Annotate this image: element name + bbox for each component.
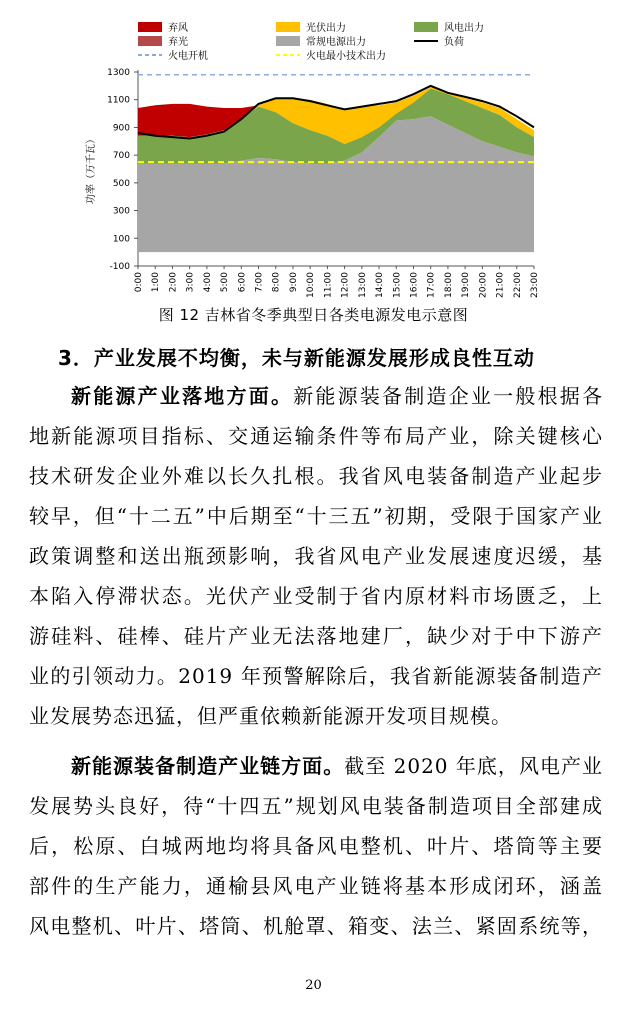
paragraph-line: 业的引领动力。2019 年预警解除后，我省新能源装备制造产: [29, 664, 603, 688]
chart: [76, 8, 556, 298]
x-tick-label: 13:00: [357, 272, 368, 298]
legend-swatch: [138, 36, 162, 46]
x-tick-label: 11:00: [323, 272, 334, 298]
x-tick-label: 23:00: [530, 272, 540, 298]
x-tick-label: 5:00: [220, 272, 231, 293]
x-tick-label: 7:00: [254, 272, 265, 293]
x-tick-label: 15:00: [392, 272, 403, 298]
paragraph-line: 后，松原、白城两地均将具备风电整机、叶片、塔筒等主要: [29, 834, 603, 858]
paragraph-industry-landing: [29, 376, 603, 736]
x-tick-label: 21:00: [495, 272, 506, 298]
x-tick-label: 12:00: [340, 272, 351, 298]
y-tick-label: 500: [112, 178, 130, 189]
paragraph-line: 政策调整和送出瓶颈影响，我省风电产业发展速度迟缓，基: [29, 544, 603, 568]
legend-label: 常规电源出力: [306, 37, 366, 48]
x-tick-label: 9:00: [288, 272, 299, 293]
paragraph-line: 游硅料、硅棒、硅片产业无法落地建厂，缺少对于中下游产: [29, 624, 603, 648]
x-tick-label: 0:00: [134, 272, 144, 293]
legend-swatch: [138, 22, 162, 32]
x-tick-label: 18:00: [443, 272, 454, 298]
paragraph-line: 业发展势态迅猛，但严重依赖新能源开发项目规模。: [29, 704, 512, 728]
legend-label: 负荷: [444, 37, 464, 48]
paragraph-lead: 新能源装备制造产业链方面。: [71, 754, 345, 778]
paragraph-line: 发展势头良好，待“十四五”规划风电装备制造项目全部建成: [29, 794, 603, 818]
legend-label: 火电开机: [168, 51, 208, 62]
y-tick-label: 900: [112, 123, 130, 134]
y-tick-label: -100: [109, 262, 130, 272]
x-tick-label: 8:00: [271, 272, 282, 293]
paragraph-line: 风电整机、叶片、塔筒、机舱罩、箱变、法兰、紧固系统等，: [29, 914, 603, 938]
paragraph-line: 技术研发企业外难以长久扎根。我省风电装备制造产业起步: [29, 464, 603, 488]
x-tick-label: 19:00: [461, 272, 472, 298]
section-heading: 3．产业发展不均衡，未与新能源发展形成良性互动: [58, 346, 535, 370]
x-tick-label: 17:00: [426, 272, 437, 298]
x-tick-label: 3:00: [185, 272, 196, 293]
paragraph-line: 本陷入停滞状态。光伏产业受制于省内原材料市场匮乏，上: [29, 584, 603, 608]
legend-label: 火电最小技术出力: [306, 51, 386, 62]
y-tick-label: 1300: [107, 68, 130, 78]
legend-swatch: [414, 22, 438, 32]
x-tick-label: 4:00: [202, 272, 213, 293]
paragraph-line: 新能源装备制造产业链方面。截至 2020 年底，风电产业: [71, 754, 603, 778]
legend-swatch: [276, 22, 300, 32]
page-number: 20: [305, 978, 322, 993]
x-tick-label: 14:00: [375, 272, 386, 298]
x-tick-label: 10:00: [306, 272, 317, 298]
paragraph-line: 部件的生产能力，通榆县风电产业链将基本形成闭环，涵盖: [29, 874, 603, 898]
paragraph-lead: 新能源产业落地方面。: [71, 384, 294, 408]
figure-caption: 图 12 吉林省冬季典型日各类电源发电示意图: [158, 306, 469, 324]
legend-label: 弃光: [168, 37, 188, 48]
y-tick-label: 300: [112, 206, 130, 217]
x-tick-label: 22:00: [512, 272, 523, 298]
paragraph-industry-chain: [29, 746, 603, 946]
y-tick-label: 100: [112, 234, 130, 245]
chart-svg: [76, 8, 556, 298]
y-axis-label: 功率（万千瓦）: [86, 134, 97, 204]
legend-label: 弃风: [168, 23, 188, 34]
x-tick-label: 2:00: [168, 272, 179, 293]
paragraph-line: 较早，但“十二五”中后期至“十三五”初期，受限于国家产业: [29, 504, 603, 528]
legend-label: 风电出力: [444, 23, 484, 34]
legend-swatch: [276, 36, 300, 46]
paragraph-line: 新能源产业落地方面。新能源装备制造企业一般根据各: [71, 384, 604, 408]
legend-label: 光伏出力: [306, 23, 346, 34]
x-tick-label: 6:00: [237, 272, 248, 293]
x-tick-label: 20:00: [478, 272, 489, 298]
x-tick-label: 1:00: [151, 272, 162, 293]
x-tick-label: 16:00: [409, 272, 420, 298]
y-tick-label: 700: [112, 151, 130, 162]
paragraph-line: 地新能源项目指标、交通运输条件等布局产业，除关键核心: [29, 424, 603, 448]
y-tick-label: 1100: [107, 95, 130, 106]
